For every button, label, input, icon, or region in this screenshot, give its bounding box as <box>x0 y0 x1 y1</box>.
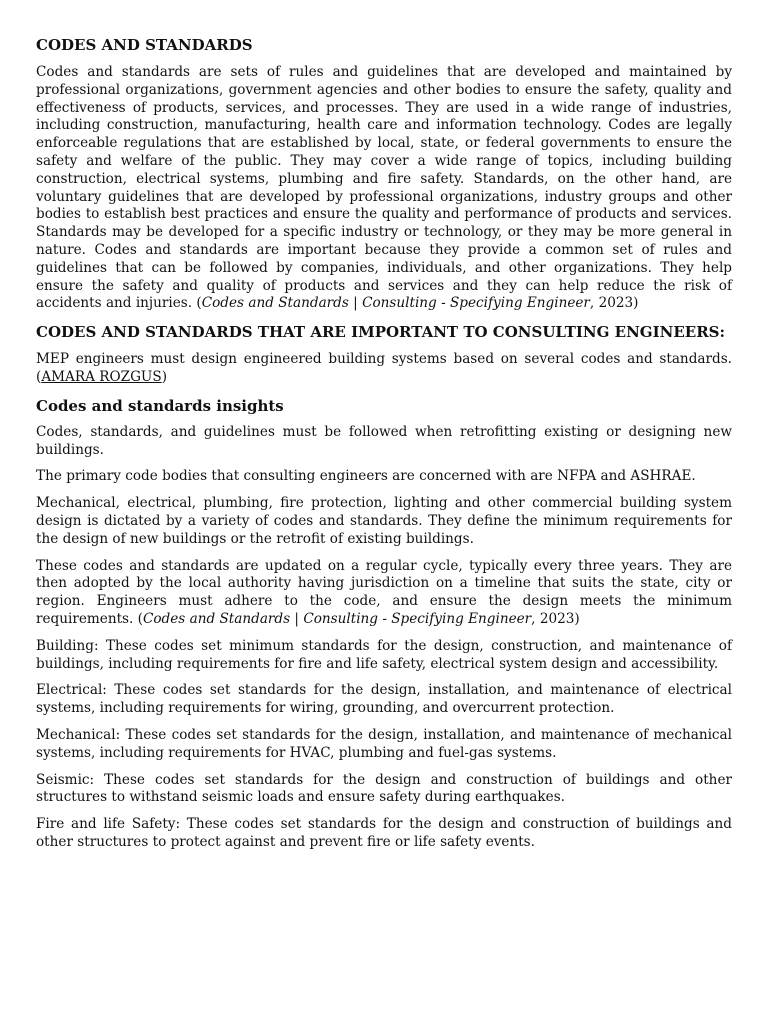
intro-citation-title: Codes and Standards | Consulting - Specifying Engineer <box>201 295 590 312</box>
category-building: Building: These codes set minimum standards for the design, construction, and maintenance of buildings, including requirements for fire and life safety, electrical system design and accessibility. <box>36 637 732 672</box>
heading-important-codes: CODES AND STANDARDS THAT ARE IMPORTANT TO CONSULTING ENGINEERS: <box>36 323 726 342</box>
insight-4-text: These codes and standards are updated on a regular cycle, typically every three years. They are then adopted by the local authority having jurisdiction on a timeline that suits the state, city or region. Engineers must adhere to the code, and ensure the design meets the minimum requirements. ( <box>36 557 732 627</box>
mep-text: MEP engineers must design engineered building systems based on several codes and standards. ( <box>36 351 732 385</box>
category-seismic: Seismic: These codes set standards for the design and construction of buildings and other structures to withstand seismic loads and ensure safety during earthquakes. <box>36 771 732 806</box>
insight-paragraph-2: The primary code bodies that consulting engineers are concerned with are NFPA and ASHRAE. <box>36 468 696 485</box>
insight-4-citation-title: Codes and Standards | Consulting - Specifying Engineer <box>142 610 532 627</box>
insight-paragraph-3: Mechanical, electrical, plumbing, fire protection, lighting and other commercial building system design is dictated by a variety of codes and standards. They define the minimum requirements for the design of new buildings or the retrofit of existing buildings. <box>36 495 732 547</box>
category-mechanical: Mechanical: These codes set standards for the design, installation, and maintenance of mechanical systems, including requirements for HVAC, plumbing and fuel-gas systems. <box>36 726 732 761</box>
category-fire-life-safety: Fire and life Safety: These codes set standards for the design and construction of buildings and other structures to protect against and prevent fire or life safety events. <box>36 816 732 850</box>
insight-4-citation-tail: , 2023) <box>531 610 580 627</box>
document-page <box>36 34 732 861</box>
mep-paragraph <box>36 351 732 387</box>
insight-paragraph-4 <box>36 558 732 629</box>
category-electrical: Electrical: These codes set standards for the design, installation, and maintenance of electrical systems, including requirements for wiring, grounding, and overcurrent protection. <box>36 682 732 717</box>
intro-text: Codes and standards are sets of rules and guidelines that are developed and maintained by professional organizations, government agencies and other bodies to ensure the safety, quality and effectiveness of products, services, and processes. They are used in a wide range of industries, including construction, manufacturing, health care and information technology. Codes are legally enforceable regulations that are established by local, state, or federal governments to ensure the safety and welfare of the public. They may cover a wide range of topics, including building construction, electrical systems, plumbing and fire safety. Standards, on the other hand, are voluntary guidelines that are developed by professional organizations, industry groups and other bodies to establish best practices and ensure the quality and performance of products and services. Standards may be developed for a specific industry or technology, or they may be more general in nature. Codes and standards are important because they provide a common set of rules and guidelines that can be followed by companies, individuals, and other organizations. They help ensure the safety and quality of products and services and they can help reduce the risk of accidents and injuries. ( <box>36 64 732 312</box>
heading-insights: Codes and standards insights <box>36 396 284 415</box>
mep-tail: ) <box>161 368 168 385</box>
intro-paragraph <box>36 64 732 313</box>
heading-codes-and-standards: CODES AND STANDARDS <box>36 36 253 54</box>
insight-paragraph-1: Codes, standards, and guidelines must be followed when retrofitting existing or designing new buildings. <box>36 423 732 458</box>
intro-citation-tail: , 2023) <box>589 295 639 312</box>
author-link[interactable]: AMARA ROZGUS <box>41 368 162 385</box>
